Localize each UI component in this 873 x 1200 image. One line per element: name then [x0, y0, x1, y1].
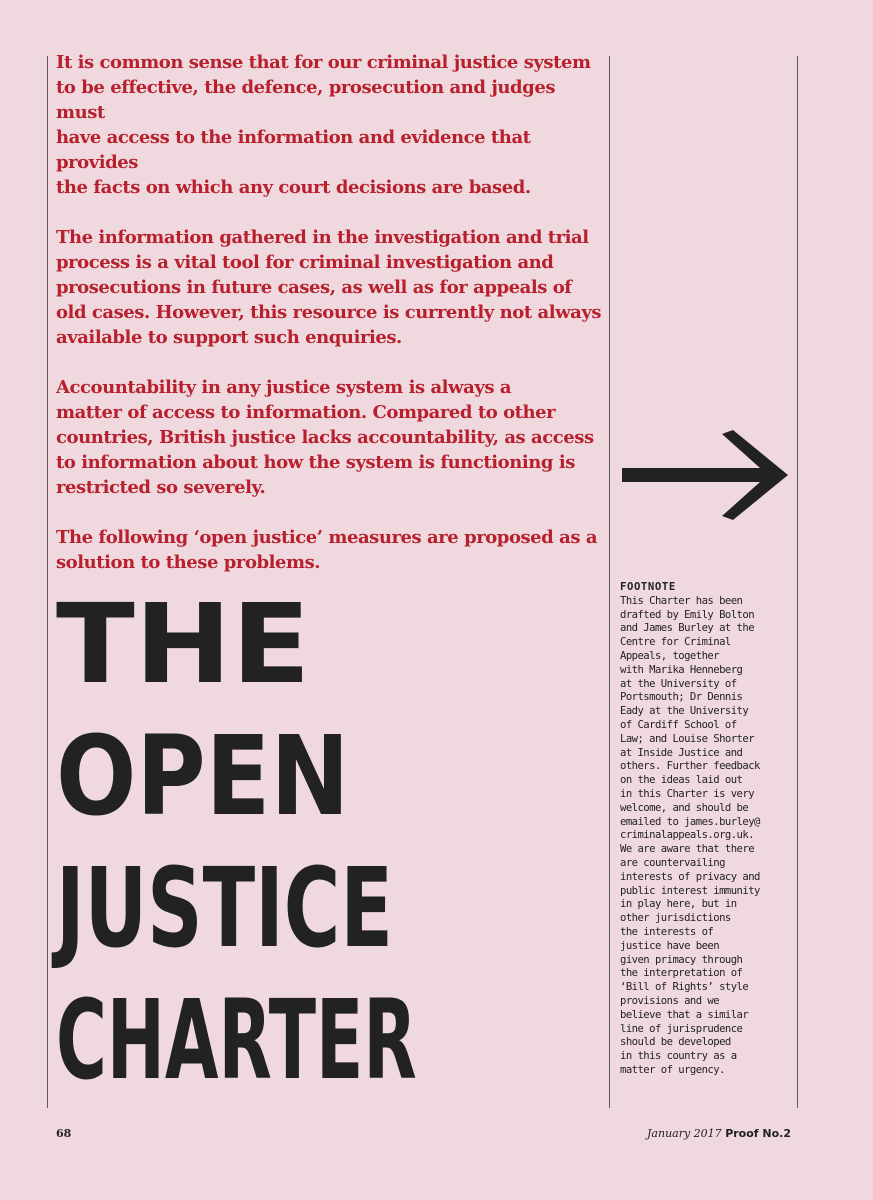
footnote — [620, 581, 798, 1078]
intro-paragraph-2: The information gathered in the investigation and trial process is a vital tool for criminal investigation and prosecutions in future cases, as well as for appeals of old cases. However, this resource is currently not always available to support such enquiries. — [56, 227, 602, 348]
page-footer — [56, 1127, 791, 1145]
title-line-open: OPEN — [56, 712, 350, 840]
intro-text — [56, 50, 604, 600]
issue-date: January 2017 — [647, 1127, 722, 1140]
title-line-charter: CHARTER — [56, 976, 417, 1104]
issue-info — [647, 1127, 791, 1140]
page-title — [56, 578, 606, 1106]
intro-paragraph-4: The following ‘open justice’ measures are proposed as a solution to these problems. — [56, 527, 598, 573]
page-number: 68 — [56, 1127, 72, 1140]
title-line-the: THE — [56, 580, 311, 708]
intro-paragraph-3: Accountability in any justice system is always a matter of access to information. Compared to other countries, British justice lacks accountability, as access to information about how the system is functioning is restricted so severely. — [56, 377, 594, 498]
intro-paragraph-1: It is common sense that for our criminal justice system to be effective, the defence, prosecution and judges must have access to the information and evidence that provides the facts on which any court decisions are based. — [56, 52, 591, 198]
title-line-justice: JUSTICE — [56, 844, 393, 972]
issue-name: Proof No.2 — [725, 1127, 791, 1140]
left-column-rule — [47, 56, 48, 1108]
right-arrow-icon — [622, 430, 788, 520]
footnote-body: This Charter has been drafted by Emily Bolton and James Burley at the Centre for Criminal Appeals, together with Marika Henneberg at the University of Portsmouth; Dr Dennis Eady at the University of Cardiff School of Law; and Louise Shorter at Inside Justice and others. Further feedback on the ideas laid out in this Charter is very welcome, and should be emailed to james.burley@ criminalappeals.org.uk. We are aware that there are countervailing interests of privacy and public interest immunity in play here, but in other jurisdictions the interests of justice have been given primacy through the interpretation of ‘Bill of Rights’ style provisions and we believe that a similar line of jurisprudence should be developed in this country as a matter of urgency. — [620, 594, 760, 1076]
footnote-label: FOOTNOTE — [620, 581, 676, 593]
